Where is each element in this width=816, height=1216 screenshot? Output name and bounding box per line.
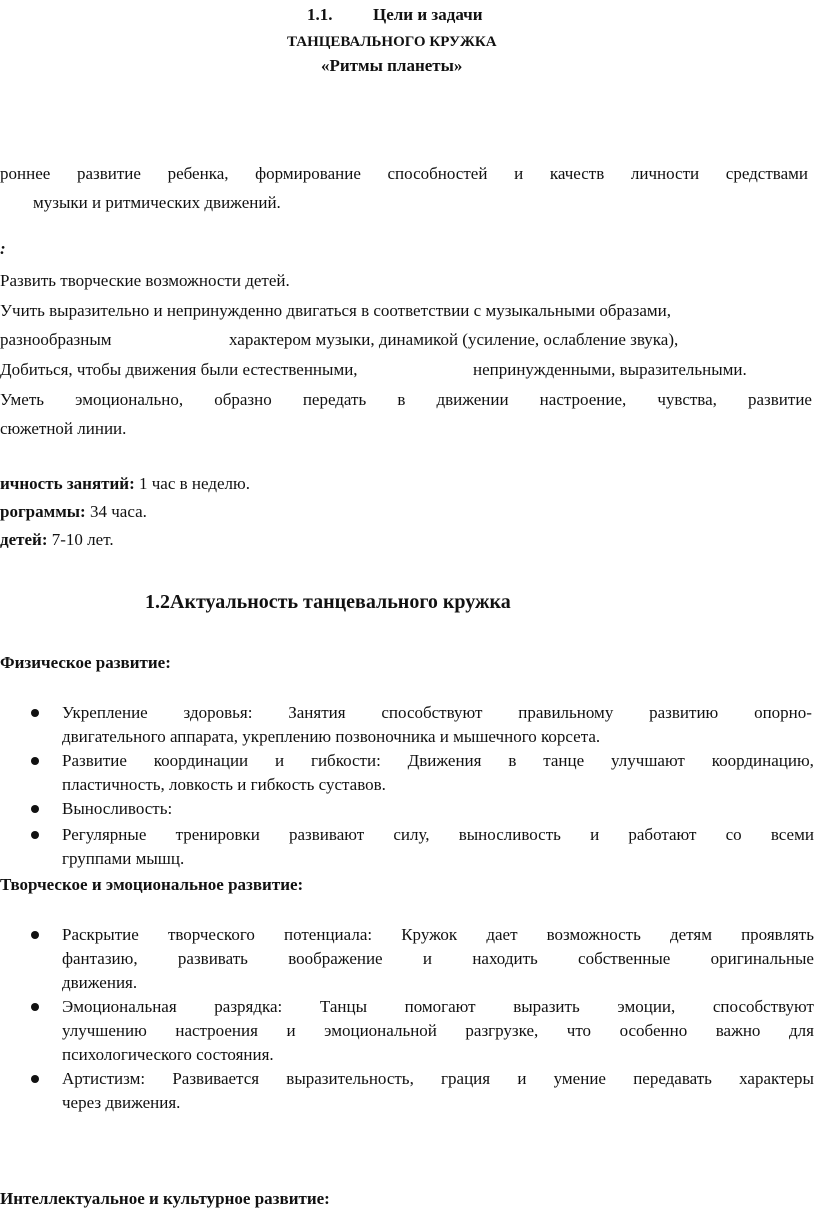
word: развитие xyxy=(76,164,141,183)
physical-item-3: Выносливость: xyxy=(62,799,173,818)
word: и xyxy=(275,751,285,770)
page-title: Цели и задачи xyxy=(373,5,483,24)
word: Уметь xyxy=(0,390,45,409)
word: разрядка: xyxy=(214,997,283,1016)
word: передавать xyxy=(633,1069,712,1088)
creative-item-2-line-3: психологического состояния. xyxy=(62,1045,274,1064)
param-frequency-label: ичность занятий: xyxy=(0,474,135,493)
word: работают xyxy=(628,825,697,844)
word: эмоционально, xyxy=(75,390,184,409)
physical-heading: Физическое развитие: xyxy=(0,653,171,672)
word: Регулярные xyxy=(62,825,147,844)
task-item-2: Учить выразительно и непринужденно двигаться в соответствии с музыкальными образами, xyxy=(0,301,671,320)
word: важно xyxy=(715,1021,761,1040)
word: передать xyxy=(302,390,367,409)
task-item-3-left: разнообразным xyxy=(0,330,112,349)
physical-item-4 xyxy=(62,823,814,847)
word: эмоции, xyxy=(617,997,676,1016)
word: и xyxy=(517,1069,527,1088)
word: качеств xyxy=(549,164,605,183)
word: и xyxy=(422,949,433,968)
word: фантазию, xyxy=(62,949,138,968)
bullet-icon xyxy=(31,805,39,813)
task-item-4-left: Добиться, чтобы движения были естественными, xyxy=(0,360,358,379)
word: ребенка, xyxy=(167,164,229,183)
tasks-label: : xyxy=(0,239,6,258)
task-item-5 xyxy=(0,388,812,412)
bullet-icon xyxy=(31,709,39,717)
word: средствами xyxy=(725,164,808,183)
param-age xyxy=(0,528,114,552)
word: характеры xyxy=(739,1069,814,1088)
heading-number: 1.1. xyxy=(307,5,333,24)
word: для xyxy=(788,1021,814,1040)
word: способствуют xyxy=(712,997,814,1016)
intellectual-heading: Интеллектуальное и культурное развитие: xyxy=(0,1189,330,1208)
word: развивать xyxy=(177,949,248,968)
word: опорно- xyxy=(754,703,812,722)
word: помогают xyxy=(404,997,476,1016)
param-duration-label: рограммы: xyxy=(0,502,86,521)
word: здоровья: xyxy=(183,703,253,722)
word: формирование xyxy=(255,164,361,183)
word: Танцы xyxy=(319,997,368,1016)
creative-item-1-line-2 xyxy=(62,947,814,971)
word: способствуют xyxy=(381,703,483,722)
param-age-label: детей: xyxy=(0,530,48,549)
word: развитие xyxy=(748,390,812,409)
word: улучшают xyxy=(611,751,685,770)
physical-item-4-line-2: группами мышц. xyxy=(62,849,185,868)
word: Развитие xyxy=(62,751,127,770)
creative-heading: Творческое и эмоциональное развитие: xyxy=(0,875,304,894)
word: координации xyxy=(153,751,249,770)
word: эмоциональной xyxy=(324,1021,437,1040)
goal-line-1 xyxy=(0,162,808,186)
word: правильному xyxy=(518,703,614,722)
param-duration xyxy=(0,500,147,524)
creative-item-1 xyxy=(62,923,814,947)
word: возможность xyxy=(546,925,641,944)
word: потенциала: xyxy=(284,925,373,944)
param-frequency-value: 1 час в неделю. xyxy=(134,474,250,493)
word: умение xyxy=(553,1069,606,1088)
creative-item-3 xyxy=(62,1067,814,1091)
word: особенно xyxy=(619,1021,688,1040)
word: развитию xyxy=(649,703,719,722)
creative-item-2-line-2 xyxy=(62,1019,814,1043)
bullet-icon xyxy=(31,1075,39,1083)
word: находить xyxy=(472,949,538,968)
word: детям xyxy=(669,925,712,944)
word: и xyxy=(590,825,600,844)
word: Движения xyxy=(407,751,482,770)
word: движении xyxy=(436,390,509,409)
word: личности xyxy=(630,164,700,183)
word: чувства, xyxy=(657,390,717,409)
word: и xyxy=(514,164,524,183)
word: настроение, xyxy=(539,390,627,409)
word: гибкости: xyxy=(310,751,381,770)
task-item-5-line-2: сюжетной линии. xyxy=(0,419,127,438)
creative-item-3-line-2: через движения. xyxy=(62,1093,181,1112)
word: со xyxy=(725,825,742,844)
task-item-3-right: характером музыки, динамикой (усиление, ослабление звука), xyxy=(229,330,679,349)
param-duration-value: 34 часа. xyxy=(85,502,147,521)
program-name: «Ритмы планеты» xyxy=(321,56,463,75)
task-item-1: Развить творческие возможности детей. xyxy=(0,271,290,290)
word: в xyxy=(508,751,517,770)
bullet-icon xyxy=(31,757,39,765)
bullet-icon xyxy=(31,831,39,839)
physical-item-2-line-2: пластичность, ловкость и гибкость суставов. xyxy=(62,775,386,794)
word: выразить xyxy=(513,997,580,1016)
word: тренировки xyxy=(175,825,260,844)
word: всеми xyxy=(770,825,814,844)
word: Эмоциональная xyxy=(62,997,177,1016)
bullet-icon xyxy=(31,931,39,939)
word: Занятия xyxy=(288,703,346,722)
word: воображение xyxy=(288,949,383,968)
word: Раскрытие xyxy=(62,925,139,944)
param-age-value: 7-10 лет. xyxy=(47,530,114,549)
word: собственные xyxy=(578,949,671,968)
word: Развивается xyxy=(172,1069,260,1088)
word: роннее xyxy=(0,164,51,183)
word: танце xyxy=(543,751,585,770)
word: что xyxy=(566,1021,592,1040)
subtitle: ТАНЦЕВАЛЬНОГО КРУЖКА xyxy=(287,34,497,50)
word: творческого xyxy=(167,925,255,944)
bullet-icon xyxy=(31,1003,39,1011)
task-item-4-right: непринужденными, выразительными. xyxy=(473,360,747,379)
creative-item-2 xyxy=(62,995,814,1019)
word: Артистизм: xyxy=(62,1069,146,1088)
word: выразительность, xyxy=(286,1069,414,1088)
word: развивают xyxy=(289,825,365,844)
physical-item-1-line-2: двигательного аппарата, укреплению позвоночника и мышечного корсета. xyxy=(62,727,601,746)
word: способностей xyxy=(387,164,488,183)
word: проявлять xyxy=(741,925,814,944)
word: дает xyxy=(486,925,518,944)
word: Укрепление xyxy=(62,703,148,722)
word: настроения xyxy=(175,1021,258,1040)
word: координацию, xyxy=(711,751,814,770)
word: Кружок xyxy=(401,925,458,944)
word: и xyxy=(286,1021,296,1040)
word: силу, xyxy=(393,825,430,844)
word: в xyxy=(397,390,406,409)
creative-item-1-line-3: движения. xyxy=(62,973,138,992)
param-frequency xyxy=(0,472,250,496)
word: образно xyxy=(214,390,272,409)
physical-item-2 xyxy=(62,749,814,773)
section-title: 1.2Актуальность танцевального кружка xyxy=(145,591,511,613)
word: разгрузке, xyxy=(465,1021,539,1040)
word: грация xyxy=(441,1069,491,1088)
physical-item-1 xyxy=(62,701,812,725)
word: оригинальные xyxy=(710,949,814,968)
word: выносливость xyxy=(458,825,561,844)
goal-line-2: музыки и ритмических движений. xyxy=(33,193,281,212)
word: улучшению xyxy=(62,1021,147,1040)
